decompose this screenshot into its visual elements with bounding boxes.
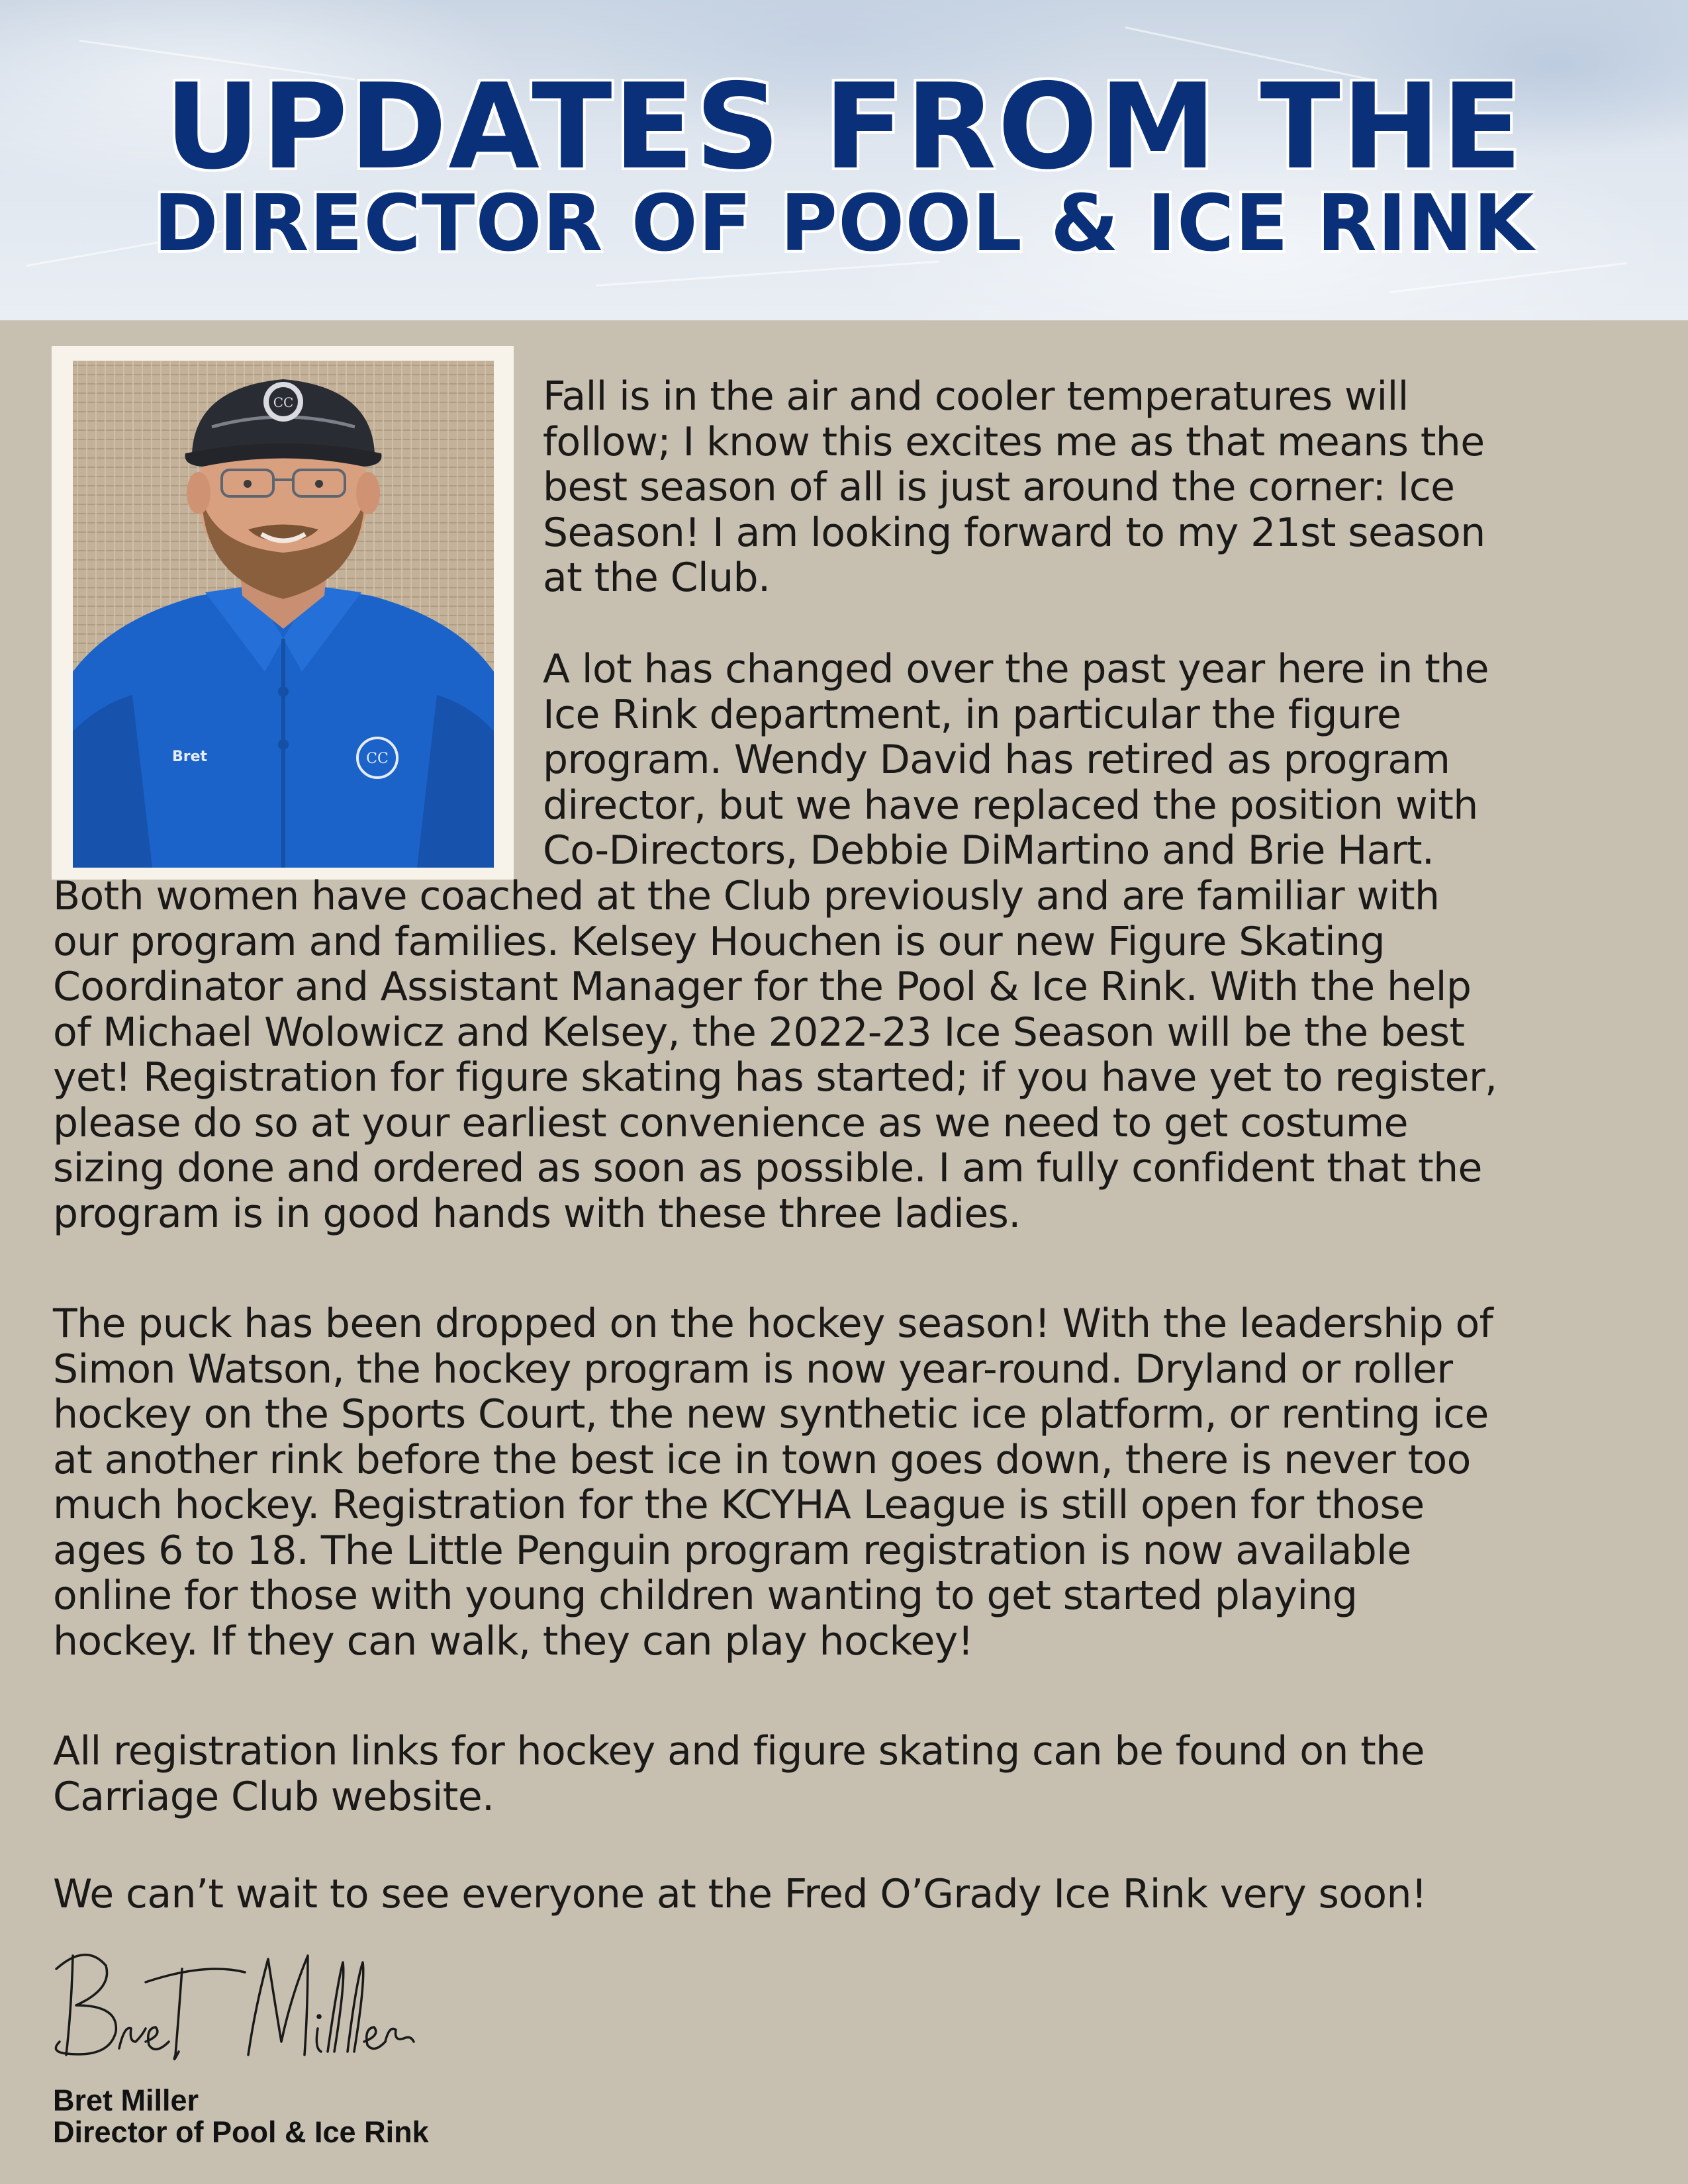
paragraph-line: program is in good hands with these three ladies. [53, 1190, 1021, 1237]
director-portrait-illustration [73, 361, 494, 868]
signature-block [53, 2085, 429, 2148]
paragraph-line: sizing done and ordered as soon as possible. I am fully confident that the [53, 1145, 1482, 1191]
paragraph-line: director, but we have replaced the position with [543, 782, 1478, 829]
paragraph-line: please do so at your earliest convenience as we need to get costume [53, 1099, 1408, 1146]
paragraph-line: hockey. If they can walk, they can play hockey! [53, 1617, 974, 1664]
paragraph-line: A lot has changed over the past year here in the [543, 646, 1489, 692]
page-title-line1: UPDATES FROM THE [164, 58, 1524, 195]
hockey-paragraph [53, 1301, 1493, 1664]
paragraph-line: yet! Registration for figure skating has started; if you have yet to register, [53, 1054, 1497, 1101]
paragraph-line: We can’t wait to see everyone at the Fred O’Grady Ice Rink very soon! [53, 1871, 1427, 1917]
page-title-line2: DIRECTOR OF POOL & ICE RINK [153, 177, 1535, 269]
paragraph-line: program. Wendy David has retired as program [543, 737, 1450, 783]
paragraph-line: Coordinator and Assistant Manager for the Pool & Ice Rink. With the help [53, 964, 1472, 1010]
paragraph-line: Both women have coached at the Club previously and are familiar with [53, 873, 1440, 919]
paragraph-line: online for those with young children wanting to get started playing [53, 1572, 1358, 1619]
paragraph-line: Carriage Club website. [53, 1773, 494, 1820]
header-banner [0, 0, 1688, 320]
paragraph-line: of Michael Wolowicz and Kelsey, the 2022-23 Ice Season will be the best [53, 1009, 1465, 1056]
paragraph-line: Ice Rink department, in particular the figure [543, 691, 1401, 738]
intro-line: Fall is in the air and cooler temperatures will [543, 373, 1409, 420]
photo-frame [52, 346, 514, 880]
shirt-name-text: Bret [172, 749, 208, 765]
paragraph-line: The puck has been dropped on the hockey season! With the leadership of [53, 1300, 1493, 1347]
intro-line: Season! I am looking forward to my 21st season [543, 509, 1485, 556]
paragraph-line: hockey on the Sports Court, the new synthetic ice platform, or renting ice [53, 1391, 1489, 1437]
paragraph-line: Simon Watson, the hockey program is now year-round. Dryland or roller [53, 1345, 1453, 1392]
paragraph-line: our program and families. Kelsey Houchen is our new Figure Skating [53, 918, 1385, 965]
intro-line: at the Club. [543, 555, 771, 601]
director-photo [73, 361, 494, 868]
paragraph-line: ages 6 to 18. The Little Penguin program registration is now available [53, 1527, 1411, 1574]
paragraph-line: All registration links for hockey and figure skating can be found on the [53, 1728, 1425, 1774]
handwritten-signature [46, 1942, 417, 2068]
paragraph-line: at another rink before the best ice in town goes down, there is never too [53, 1436, 1471, 1483]
svg-text:CC: CC [273, 394, 294, 410]
intro-line: follow; I know this excites me as that means the [543, 418, 1485, 465]
paragraph-line: much hockey. Registration for the KCYHA League is still open for those [53, 1482, 1425, 1528]
figure-program-paragraph-top [543, 647, 1489, 874]
paragraph-line: Co-Directors, Debbie DiMartino and Brie Hart. [543, 827, 1434, 874]
closing-paragraph [53, 1872, 1427, 1917]
registration-links-paragraph [53, 1729, 1425, 1819]
svg-text:CC: CC [366, 751, 389, 767]
signer-name: Bret Miller [53, 2083, 199, 2117]
intro-paragraph [543, 374, 1485, 601]
intro-line: best season of all is just around the corner: Ice [543, 464, 1455, 510]
figure-program-paragraph-bottom [53, 874, 1497, 1236]
signer-title: Director of Pool & Ice Rink [53, 2115, 429, 2149]
